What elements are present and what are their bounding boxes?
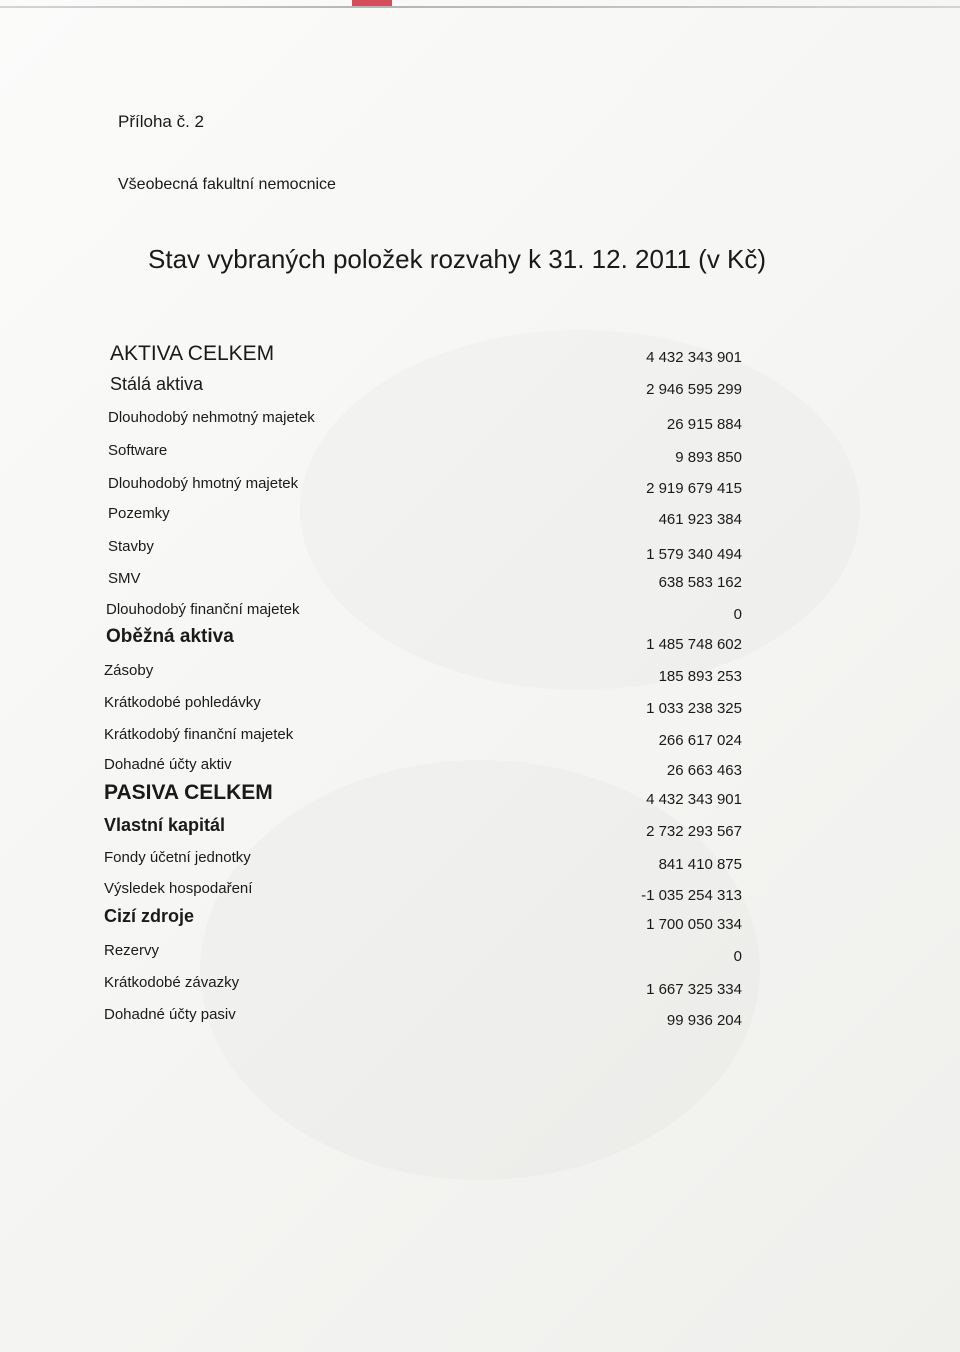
row-value: 0 [733,606,742,623]
row-label: Dlouhodobý hmotný majetek [108,475,299,492]
page-title: Stav vybraných položek rozvahy k 31. 12. 2011 (v Kč) [148,244,767,274]
appendix-label: Příloha č. 2 [118,112,204,131]
row-label: Rezervy [104,942,160,959]
row-label: PASIVA CELKEM [104,781,273,804]
row-label: Stavby [108,538,154,555]
row-value: 185 893 253 [658,668,742,685]
row-value: 26 915 884 [666,416,742,433]
row-value: 1 700 050 334 [646,916,742,933]
institution-name: Všeobecná fakultní nemocnice [118,176,336,193]
top-edge-line [0,6,960,8]
row-value: 4 432 343 901 [646,349,742,366]
row-label: Dlouhodobý finanční majetek [106,601,300,618]
row-value: 99 936 204 [666,1012,742,1029]
row-label: Fondy účetní jednotky [104,849,251,866]
row-label: Vlastní kapitál [104,815,226,835]
row-label: Zásoby [104,662,154,679]
row-value: 2 732 293 567 [646,823,742,840]
row-value: 2 919 679 415 [646,480,742,497]
row-value: 1 033 238 325 [646,700,742,717]
row-label: Dohadné účty aktiv [104,756,232,773]
row-value: 638 583 162 [658,574,742,591]
row-label: Krátkodobé pohledávky [104,694,261,711]
row-value: 1 667 325 334 [646,981,742,998]
top-edge-mark [352,0,392,6]
row-value: 4 432 343 901 [646,791,742,808]
row-value: 461 923 384 [658,511,742,528]
row-value: 0 [733,948,742,965]
row-value: 1 485 748 602 [646,636,742,653]
row-label: Cizí zdroje [104,906,195,926]
row-label: AKTIVA CELKEM [110,342,275,365]
row-value: 266 617 024 [658,732,742,749]
row-label: Dlouhodobý nehmotný majetek [108,409,315,426]
bleed-through-smudge [300,330,860,690]
row-value: 2 946 595 299 [646,381,742,398]
row-label: Software [108,442,168,459]
row-value: 841 410 875 [658,856,742,873]
row-label: Oběžná aktiva [106,626,234,647]
row-value: 1 579 340 494 [646,546,742,563]
row-value: 26 663 463 [666,762,742,779]
row-value: 9 893 850 [675,449,742,466]
row-label: Stálá aktiva [110,374,204,394]
row-value: -1 035 254 313 [641,887,742,904]
row-label: Krátkodobé závazky [104,974,240,991]
row-label: Krátkodobý finanční majetek [104,726,294,743]
row-label: SMV [108,570,141,587]
row-label: Dohadné účty pasiv [104,1006,236,1023]
row-label: Výsledek hospodaření [104,880,253,897]
row-label: Pozemky [108,505,170,522]
